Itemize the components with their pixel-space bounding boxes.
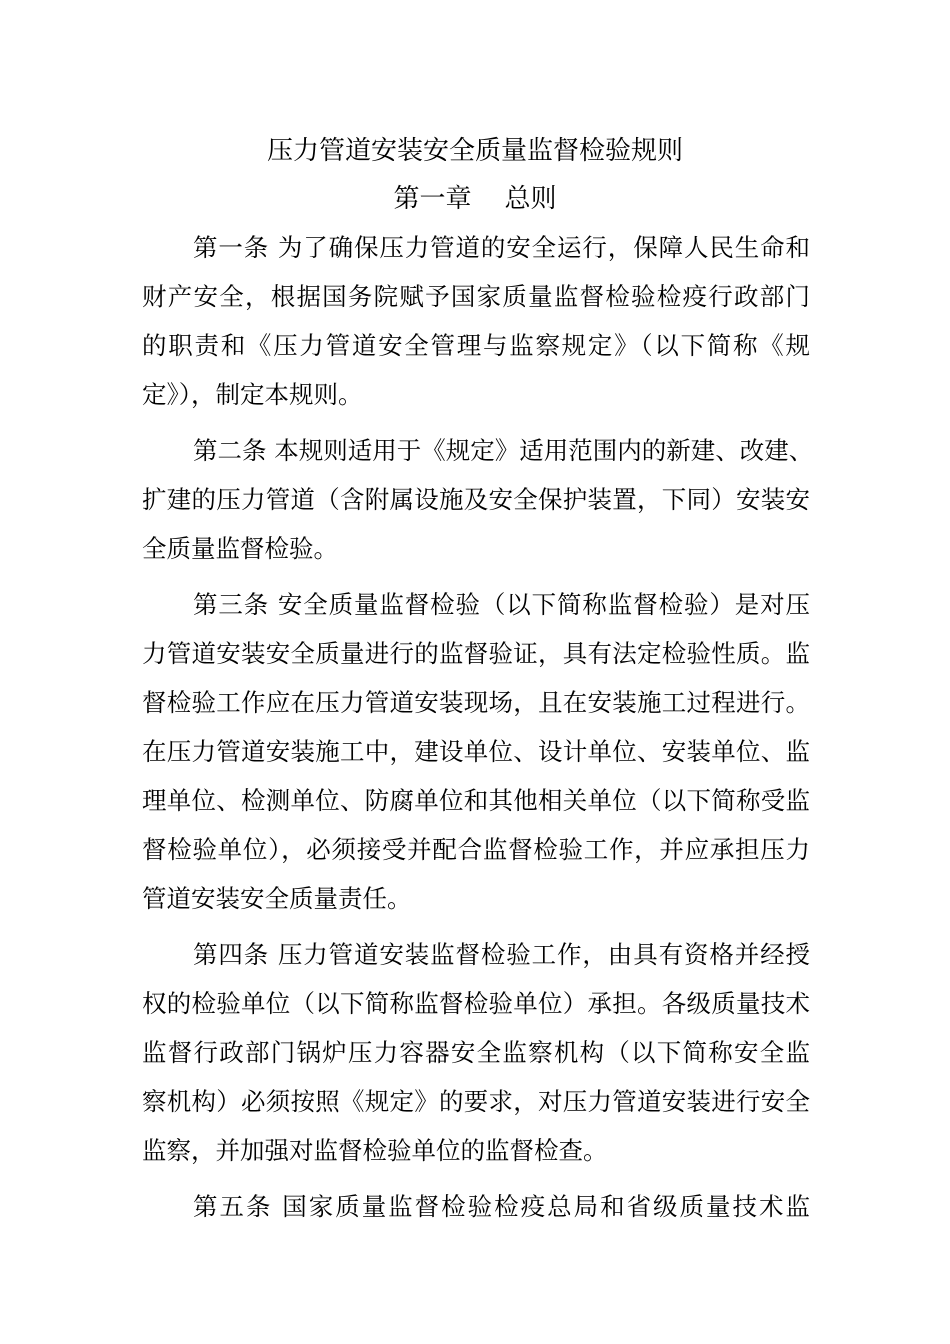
paragraph-line: 管道安装安全质量责任。 [142, 884, 412, 913]
article-3 [142, 580, 810, 923]
paragraph-line: 第三条 安全质量监督检验（以下简称监督检验）是对压 [193, 590, 810, 619]
paragraph-line: 督检验单位），必须接受并配合监督检验工作，并应承担压力 [142, 835, 810, 864]
paragraph-line: 第二条 本规则适用于《规定》适用范围内的新建、改建、 [193, 436, 814, 465]
paragraph-line: 第一条 为了确保压力管道的安全运行，保障人民生命和 [193, 233, 810, 262]
paragraph-line: 第五条 国家质量监督检验检疫总局和省级质量技术监 [193, 1192, 810, 1221]
paragraph-line: 全质量监督检验。 [142, 534, 338, 563]
paragraph-line: 权的检验单位（以下简称监督检验单位）承担。各级质量技术 [142, 989, 810, 1018]
article-5 [142, 1182, 810, 1231]
article-2 [142, 426, 814, 573]
document-body [142, 223, 814, 1231]
paragraph-line: 察机构）必须按照《规定》的要求，对压力管道安装进行安全 [142, 1087, 810, 1116]
paragraph-line: 力管道安装安全质量进行的监督验证，具有法定检验性质。监 [142, 639, 810, 668]
paragraph-line: 财产安全，根据国务院赋予国家质量监督检验检疫行政部门 [142, 282, 810, 311]
paragraph-line: 在压力管道安装施工中，建设单位、设计单位、安装单位、监 [142, 737, 810, 766]
paragraph-line: 的职责和《压力管道安全管理与监察规定》（以下简称《规 [142, 331, 810, 360]
article-4 [142, 930, 810, 1175]
paragraph-line: 监督行政部门锅炉压力容器安全监察机构（以下简称安全监 [142, 1038, 810, 1067]
document-title: 压力管道安装安全质量监督检验规则 [266, 136, 683, 166]
paragraph-line: 理单位、检测单位、防腐单位和其他相关单位（以下简称受监 [142, 786, 810, 815]
paragraph-line: 督检验工作应在压力管道安装现场，且在安装施工过程进行。 [142, 688, 810, 717]
paragraph-line: 扩建的压力管道（含附属设施及安全保护装置，下同）安装安 [142, 485, 810, 514]
paragraph-line: 第四条 压力管道安装监督检验工作，由具有资格并经授 [193, 940, 810, 969]
paragraph-line: 监察，并加强对监督检验单位的监督检查。 [142, 1136, 608, 1165]
article-1 [142, 223, 810, 419]
paragraph-line: 定》），制定本规则。 [142, 380, 363, 409]
chapter-heading: 第一章 总则 [393, 184, 557, 214]
